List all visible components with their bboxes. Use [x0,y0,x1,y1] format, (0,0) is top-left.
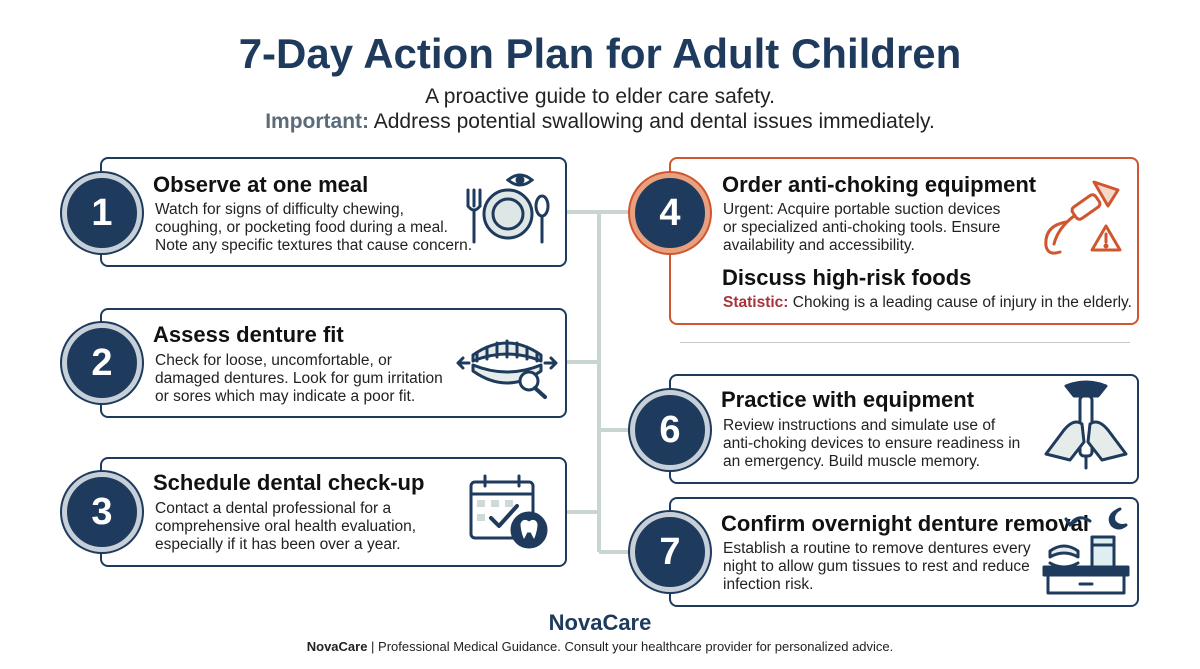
connector-step-6 [599,428,631,432]
statistic-label: Statistic: [723,294,789,311]
page-title: 7-Day Action Plan for Adult Children [238,30,962,77]
step-desc-6: Review instructions and simulate use of anti-choking devices to ensure readiness in an emergency. Build muscle memory. [723,417,1021,470]
step-title-1: Observe at one meal [153,172,369,197]
step-badge-6: 6 [630,390,710,470]
connector-step-1 [567,210,631,214]
connector-trunk [597,212,601,552]
step-title-3: Schedule dental check-up [153,470,425,495]
connector-step-3 [567,510,599,514]
dentures-magnifier-icon [455,325,560,405]
page-subtitle: A proactive guide to elder care safety. [425,85,775,108]
important-note [0,110,1200,134]
step-desc-4: Urgent: Acquire portable suction devices or specialized anti-choking tools. Ensure availability and accessibility. [723,201,1001,254]
step-badge-4: 4 [630,173,710,253]
step-title-4: Order anti-choking equipment [722,172,1037,197]
brand-logo: NovaCare [548,610,652,635]
important-label: Important: [265,110,370,133]
step-subtitle-4: Discuss high-risk foods [722,265,972,290]
plate-with-eye-icon [458,168,558,248]
important-text: Address potential swallowing and dental issues immediately. [369,110,935,133]
nightstand-dentures-moon-icon [1040,505,1132,600]
step-desc-1: Watch for signs of difficulty chewing, coughing, or pocketing food during a meal. Note any specific textures that cause concern. [155,201,473,254]
step-desc-2: Check for loose, uncomfortable, or damaged dentures. Look for gum irritation or sores which may indicate a poor fit. [155,352,443,405]
step-badge-3: 3 [62,472,142,552]
step-desc-3: Contact a dental professional for a comprehensive oral health evaluation, especially if it has been over a year. [155,500,417,553]
step-desc-7: Establish a routine to remove dentures every night to allow gum tissues to rest and reduce infection risk. [723,540,1031,593]
step-title-2: Assess denture fit [153,322,344,347]
connector-step-7 [599,550,631,554]
statistic-text: Choking is a leading cause of injury in the elderly. [788,294,1132,311]
suction-device-warning-icon [1038,172,1128,262]
footer-text: | Professional Medical Guidance. Consult your healthcare provider for personalized advice. [367,639,894,654]
section-divider [680,342,1130,343]
hands-plunger-icon [1040,380,1132,475]
step-title-7: Confirm overnight denture removal [721,511,1089,536]
footer-brand: NovaCare [306,639,368,654]
step-badge-1: 1 [62,173,142,253]
footer-disclaimer [0,639,1200,654]
step-title-6: Practice with equipment [721,387,975,412]
step-badge-2: 2 [62,323,142,403]
statistic-note [723,294,1132,312]
calendar-tooth-icon [465,472,555,552]
connector-step-2 [567,360,599,364]
step-badge-7: 7 [630,512,710,592]
